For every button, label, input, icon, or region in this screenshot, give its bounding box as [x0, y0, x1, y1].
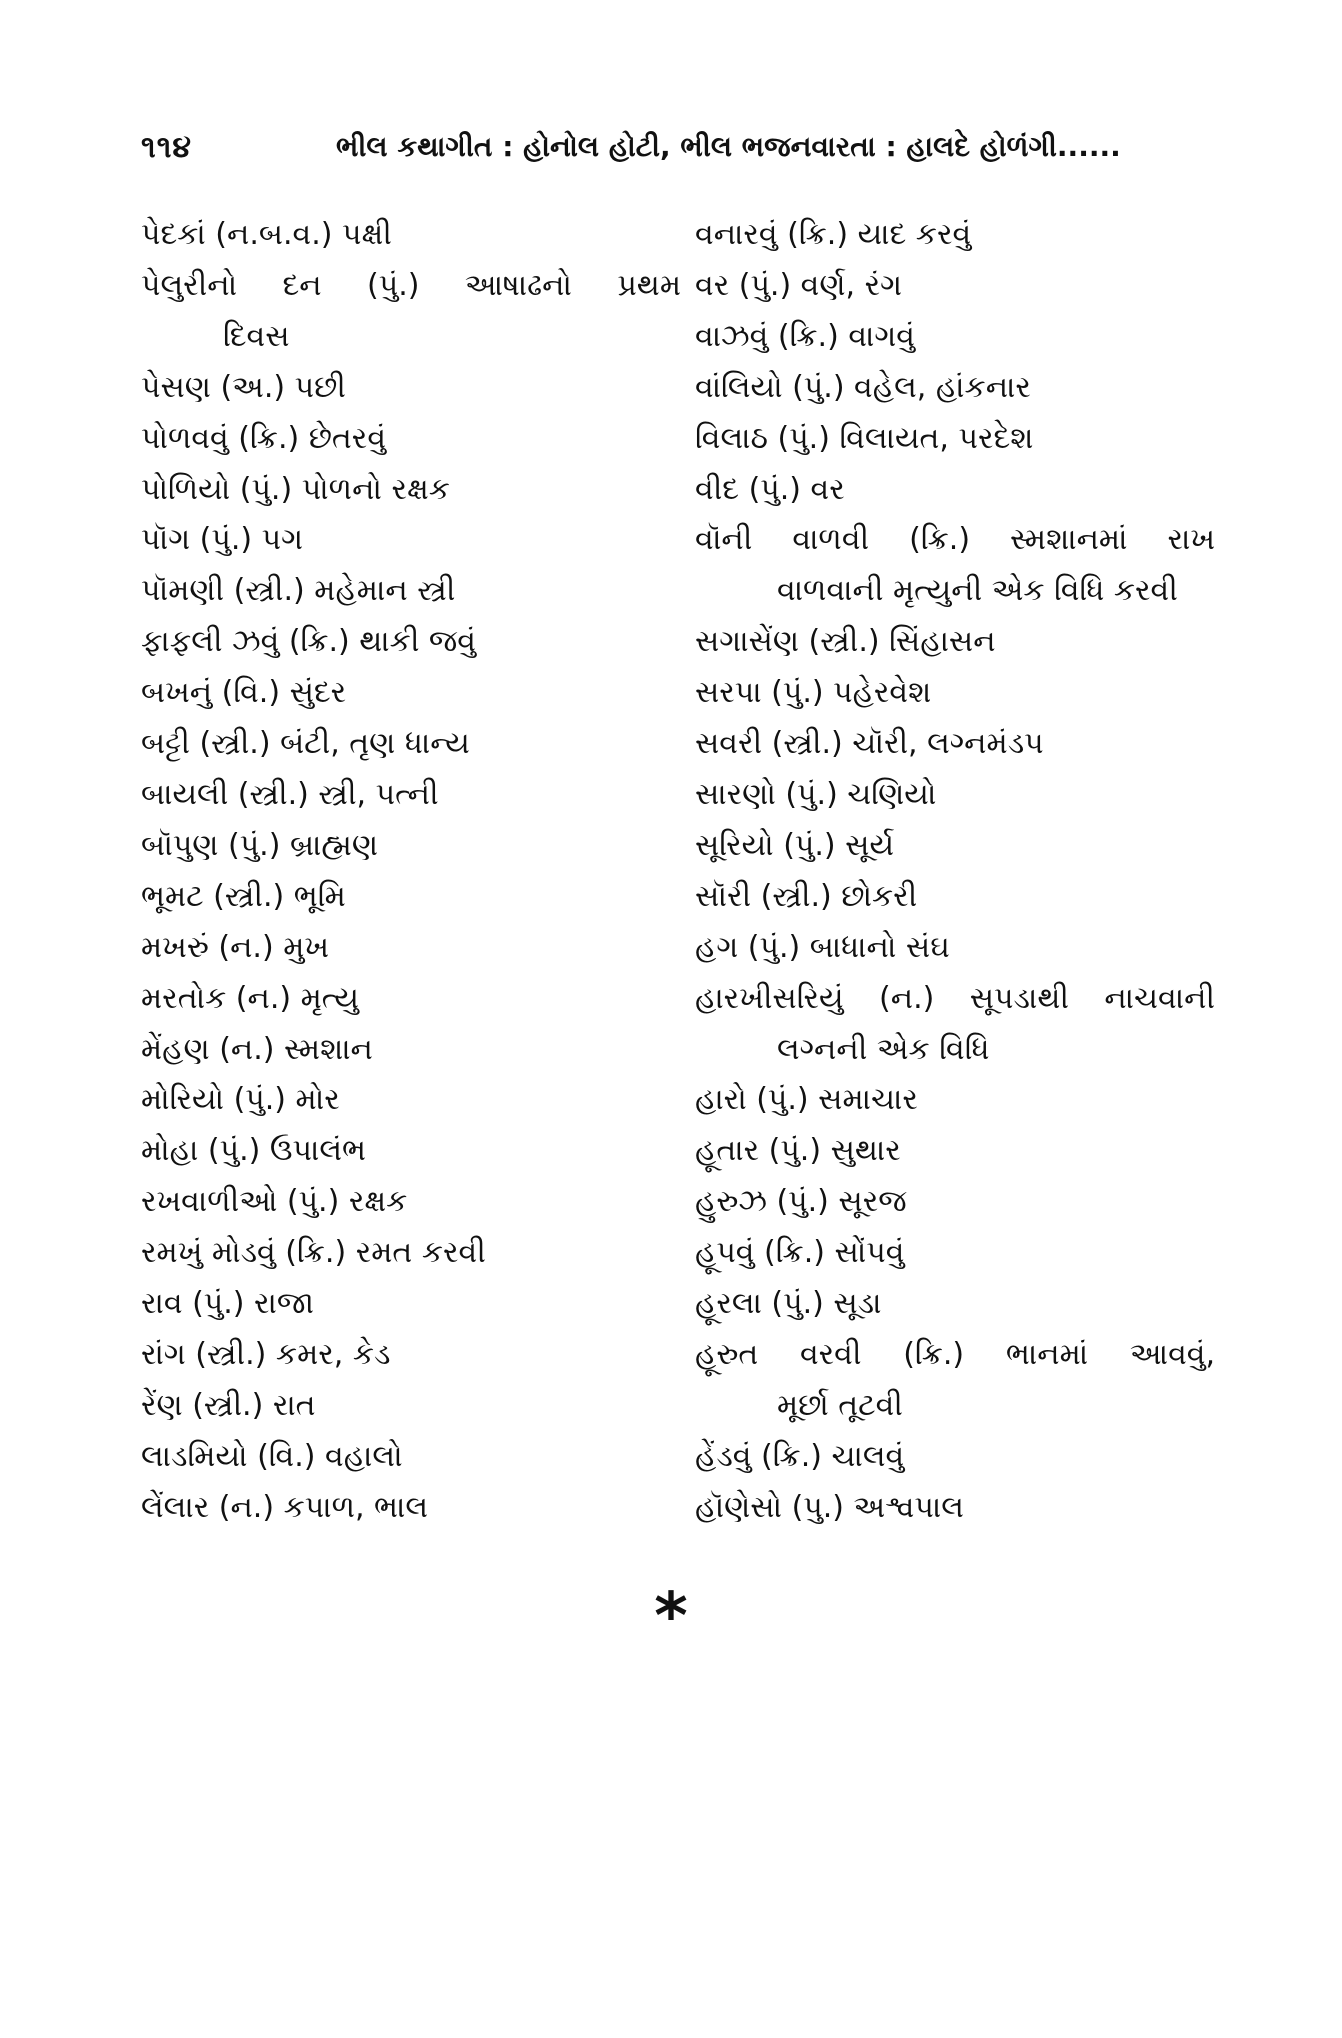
glossary-column-right [695, 210, 1215, 1534]
glossary-entry-text: સારણો (પું.) ચણિયો [695, 776, 937, 812]
glossary-entry-text: બાયલી (સ્ત્રી.) સ્ત્રી, પત્ની [141, 776, 439, 812]
glossary-entry [695, 668, 1215, 719]
glossary-entry [141, 261, 681, 363]
end-asterisk: * [654, 1580, 688, 1654]
glossary-entry-text: સૉરી (સ્ત્રી.) છોકરી [695, 878, 918, 914]
glossary-entry [695, 770, 1215, 821]
glossary-entry [141, 617, 681, 668]
running-title: ભીલ કથાગીત : હોનોલ હોટી, ભીલ ભજનવારતા : હાલદે હોળંગી...... [336, 130, 1121, 163]
glossary-entry-text: મરતોક (ન.) મૃત્યુ [141, 980, 359, 1016]
glossary-entry [141, 1075, 681, 1126]
glossary-entry [695, 363, 1215, 414]
glossary-entry [141, 923, 681, 974]
glossary-entry [695, 515, 1215, 617]
glossary-entry [141, 566, 681, 617]
glossary-entry-text: હૉણેસો (પુ.) અશ્વપાલ [695, 1489, 964, 1525]
glossary-entry-text: હારખીસરિયું (ન.) સૂપડાથી નાચવાની [695, 980, 1215, 1016]
glossary-entry [695, 1126, 1215, 1177]
glossary-entry [695, 1483, 1215, 1534]
glossary-entry-text: હૂપવું (ક્રિ.) સોંપવું [695, 1235, 905, 1271]
glossary-entry-text: પોળિયો (પું.) પોળનો રક્ષક [141, 471, 450, 507]
glossary-entry-text: હૂરુત વરવી (ક્રિ.) ભાનમાં આવવું, [695, 1336, 1215, 1372]
glossary-entry [695, 923, 1215, 974]
glossary-entry-text: સૂરિયો (પું.) સૂર્ય [695, 827, 895, 863]
glossary-entry-text: વીદ (પું.) વર [695, 471, 845, 507]
page-number: ૧૧૪ [141, 130, 192, 165]
glossary-entry [141, 1126, 681, 1177]
glossary-entry-text: બટ્ટી (સ્ત્રી.) બંટી, તૃણ ધાન્ય [141, 726, 470, 762]
glossary-entry-text: પેદકાં (ન.બ.વ.) પક્ષી [141, 217, 392, 252]
glossary-entry-text: વિલાઠ (પું.) વિલાયત, પરદેશ [695, 420, 1034, 456]
glossary-entry-text: ફાફલી ઝવું (ક્રિ.) થાકી જવું [141, 624, 476, 660]
glossary-entry-text: વર (પું.) વર્ણ, રંગ [695, 267, 903, 303]
glossary-entry-text: લાડમિયો (વિ.) વહાલો [141, 1438, 403, 1474]
glossary-entry [695, 1330, 1215, 1432]
glossary-entry-continuation: દિવસ [223, 318, 290, 354]
glossary-entry-text: ભૂમટ (સ્ત્રી.) ભૂમિ [141, 878, 346, 914]
glossary-entry-text: રાવ (પું.) રાજા [141, 1286, 314, 1322]
glossary-entry-text: સગાસેંણ (સ્ત્રી.) સિંહાસન [695, 624, 996, 660]
glossary-entry [141, 465, 681, 516]
glossary-entry-text: મોહા (પું.) ઉપાલંભ [141, 1133, 367, 1169]
glossary-entry [695, 1075, 1215, 1126]
glossary-entry-continuation: વાળવાની મૃત્યુની એક વિધિ કરવી [777, 573, 1178, 609]
glossary-entry [695, 261, 1215, 312]
glossary-entry [695, 872, 1215, 923]
glossary-entry-text: રખવાળીઓ (પું.) રક્ષક [141, 1184, 408, 1220]
glossary-entry [695, 414, 1215, 465]
glossary-entry [695, 1432, 1215, 1483]
glossary-entry-text: મેંહણ (ન.) સ્મશાન [141, 1031, 373, 1067]
glossary-entry [141, 1025, 681, 1076]
glossary-entry-text: હૂરલા (પું.) સૂડા [695, 1286, 882, 1322]
glossary-entry-text: રેંણ (સ્ત્રી.) રાત [141, 1387, 316, 1423]
glossary-entry [695, 719, 1215, 770]
glossary-entry [141, 1381, 681, 1432]
glossary-entry-text: હગ (પું.) બાધાનો સંઘ [695, 929, 950, 965]
glossary-entry-text: પેલુરીનો દન (પું.) આષાઢનો પ્રથમ [141, 267, 681, 303]
glossary-entry [141, 668, 681, 719]
glossary-entry-text: હેંડવું (ક્રિ.) ચાલવું [695, 1438, 905, 1474]
page-header [141, 130, 1231, 176]
glossary-entry [141, 1177, 681, 1228]
glossary-column-left [141, 210, 681, 1534]
glossary-entry [141, 210, 681, 261]
glossary-entry-text: હૂતાર (પું.) સુથાર [695, 1133, 901, 1169]
glossary-entry [141, 1228, 681, 1279]
glossary-entry-text: વાઝવું (ક્રિ.) વાગવું [695, 318, 915, 354]
glossary-entry [141, 872, 681, 923]
glossary-entry-text: હારો (પું.) સમાચાર [695, 1082, 918, 1118]
glossary-entry-text: હુરુઝ (પું.) સૂરજ [695, 1184, 907, 1220]
glossary-entry-text: પૉગ (પું.) પગ [141, 522, 303, 558]
glossary-entry-text: બૉપુણ (પું.) બ્રાહ્મણ [141, 827, 378, 863]
glossary-entry-text: મખરું (ન.) મુખ [141, 929, 330, 965]
glossary-entry [695, 974, 1215, 1076]
glossary-entry [141, 363, 681, 414]
glossary-entry [141, 1279, 681, 1330]
glossary-entry [141, 821, 681, 872]
glossary-entry [141, 974, 681, 1025]
glossary-entry [695, 821, 1215, 872]
glossary-entry [695, 1279, 1215, 1330]
glossary-entry [141, 719, 681, 770]
glossary-entry-text: સરપા (પું.) પહેરવેશ [695, 675, 932, 711]
glossary-entry-text: વનારવું (ક્રિ.) યાદ કરવું [695, 217, 972, 252]
glossary-entry-continuation: મૂર્છા તૂટવી [777, 1387, 903, 1423]
glossary-entry-text: વાંલિયો (પું.) વહેલ, હાંકનાર [695, 369, 1031, 405]
glossary-entry [695, 465, 1215, 516]
glossary-entry-text: બખનું (વિ.) સુંદર [141, 675, 347, 711]
glossary-entry [695, 210, 1215, 261]
glossary-entry [141, 1330, 681, 1381]
glossary-entry-text: રાંગ (સ્ત્રી.) કમર, કેડ [141, 1336, 391, 1372]
glossary-entry [695, 617, 1215, 668]
glossary [0, 210, 1342, 1540]
glossary-entry [141, 414, 681, 465]
glossary-entry-text: સવરી (સ્ત્રી.) ચૉરી, લગ્નમંડપ [695, 726, 1044, 762]
glossary-entry-text: રમખું મોડવું (ક્રિ.) રમત કરવી [141, 1235, 486, 1271]
glossary-entry-text: પૉમણી (સ્ત્રી.) મહેમાન સ્ત્રી [141, 573, 456, 609]
glossary-entry-text: વૉની વાળવી (ક્રિ.) સ્મશાનમાં રાખ [695, 522, 1215, 558]
glossary-entry-text: પોળવવું (ક્રિ.) છેતરવું [141, 420, 387, 456]
glossary-entry [141, 770, 681, 821]
glossary-entry-text: મોરિયો (પું.) મોર [141, 1082, 340, 1118]
glossary-entry-continuation: લગ્નની એક વિધિ [777, 1031, 990, 1067]
glossary-entry [141, 515, 681, 566]
glossary-entry [695, 312, 1215, 363]
glossary-entry-text: પેસણ (અ.) પછી [141, 369, 346, 405]
glossary-entry-text: લેંલાર (ન.) કપાળ, ભાલ [141, 1489, 429, 1525]
glossary-entry [141, 1432, 681, 1483]
glossary-entry [695, 1177, 1215, 1228]
glossary-entry [695, 1228, 1215, 1279]
glossary-entry [141, 1483, 681, 1534]
